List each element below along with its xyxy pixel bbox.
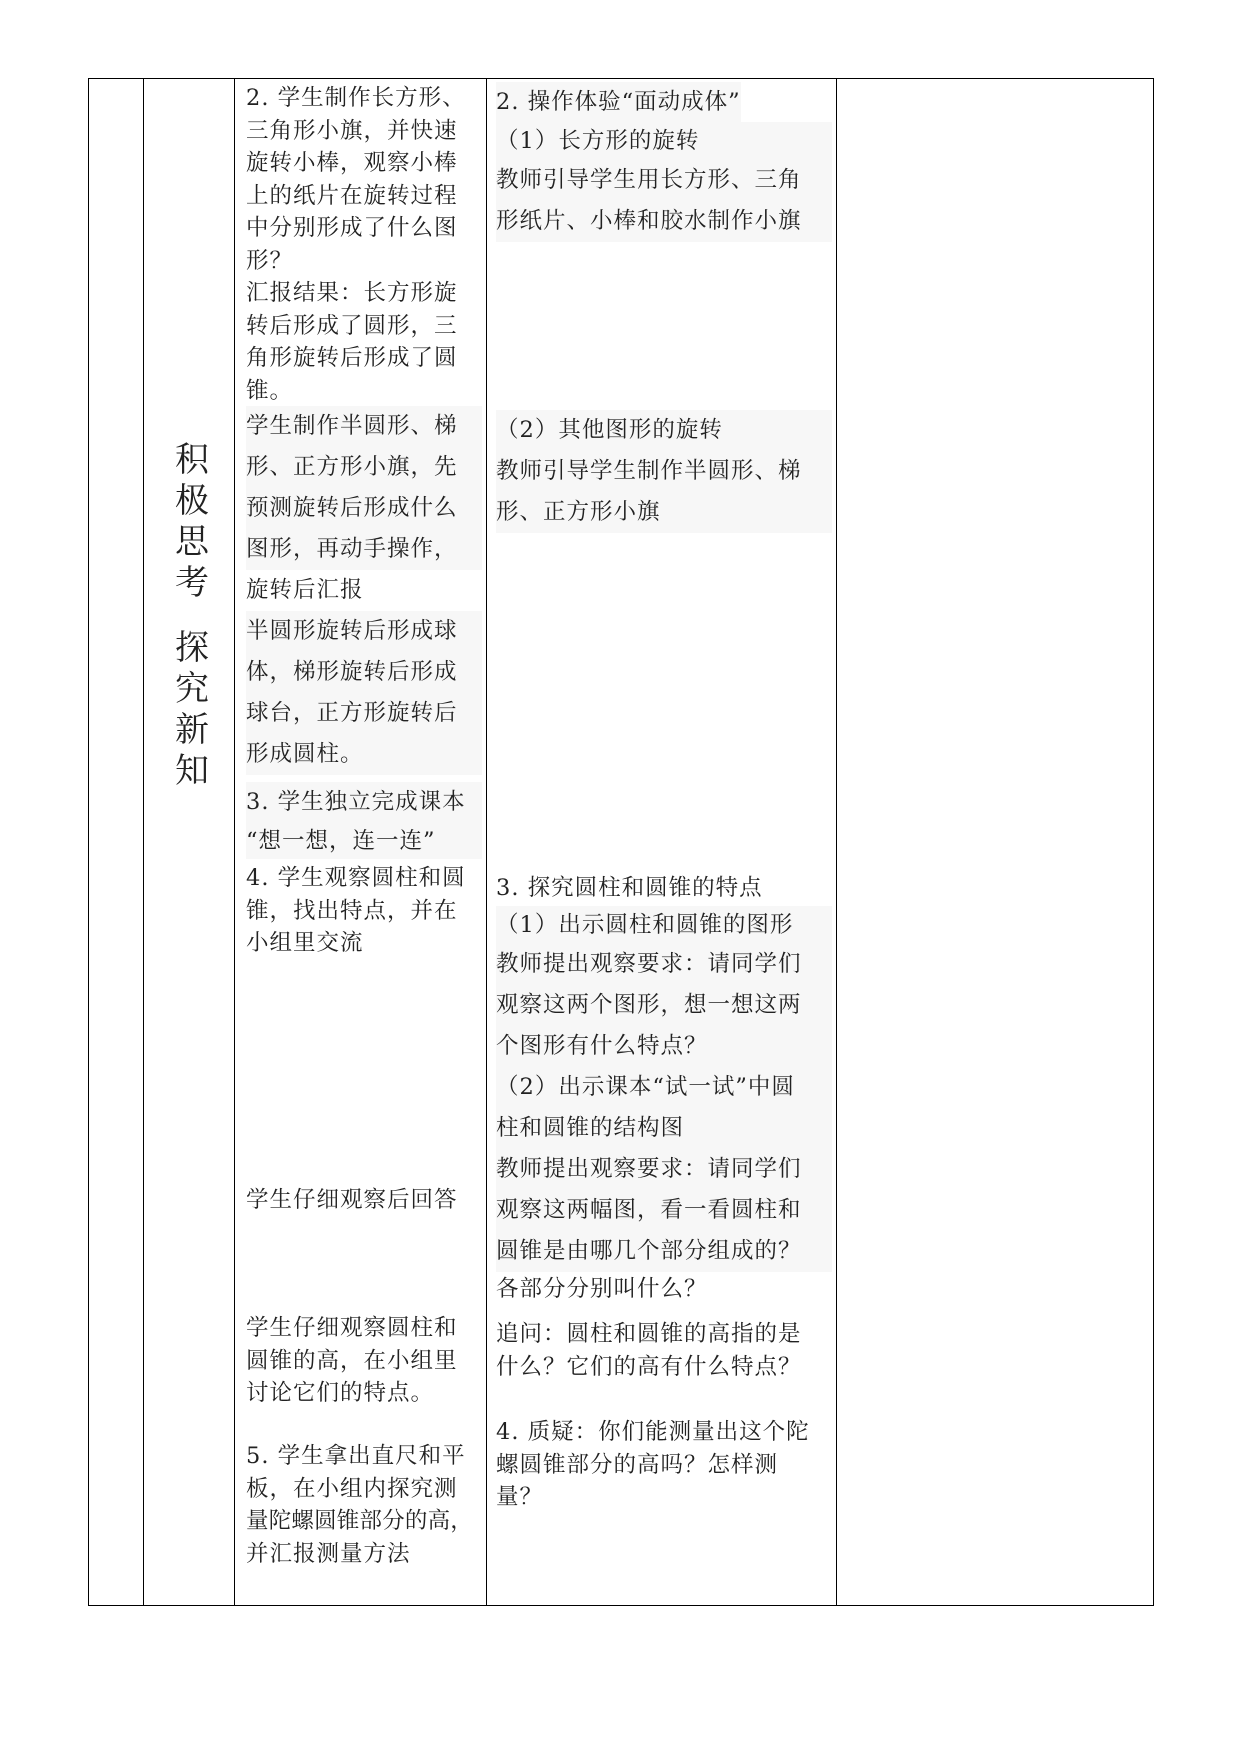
student-line: 形成圆柱。: [246, 734, 482, 775]
student-line: 角形旋转后形成了圆: [246, 345, 458, 371]
student-line: 半圆形旋转后形成球: [246, 611, 482, 652]
student-line: 旋转小棒，观察小棒: [246, 150, 458, 176]
teacher-line: 教师提出观察要求：请同学们: [496, 1149, 832, 1190]
student-block-4: [246, 862, 482, 960]
table-border-4: [486, 78, 487, 1606]
student-line: 小组里交流: [246, 930, 364, 956]
student-line: 形、正方形小旗，先: [246, 447, 482, 488]
table-bottom-border: [88, 1605, 1154, 1606]
teacher-line: 量？: [496, 1484, 544, 1510]
table-border-3: [234, 78, 235, 1606]
section-char: 考: [175, 563, 209, 603]
student-line: 上的纸片在旋转过程: [246, 182, 458, 209]
teacher-line: （1）长方形的旋转: [496, 122, 832, 160]
table-border-2: [143, 78, 144, 1606]
student-block-1: [246, 82, 482, 407]
teacher-line: 螺圆锥部分的高吗？怎样测: [496, 1451, 779, 1478]
student-block-5: [246, 1184, 482, 1217]
teacher-line: 圆锥是由哪几个部分组成的？: [496, 1231, 832, 1272]
student-line: 球台，正方形旋转后: [246, 693, 482, 734]
section-char: 积: [175, 440, 209, 480]
teacher-line: 2. 操作体验“面动成体”: [496, 82, 741, 122]
student-line: 三角形小旗，并快速: [246, 117, 458, 144]
student-line: 2. 学生制作长方形、: [246, 85, 466, 111]
student-line: 体，梯形旋转后形成: [246, 652, 482, 693]
table-top-border: [88, 78, 1154, 79]
teacher-line: 柱和圆锥的结构图: [496, 1108, 832, 1149]
teacher-line: 教师提出观察要求：请同学们: [496, 944, 832, 985]
teacher-line: 4. 质疑：你们能测量出这个陀: [496, 1419, 810, 1445]
teacher-line: 形纸片、小棒和胶水制作小旗: [496, 201, 832, 242]
student-line: “想一想，连一连”: [246, 823, 482, 859]
student-block-6: [246, 1312, 482, 1410]
teacher-line: 什么？它们的高有什么特点？: [496, 1353, 802, 1380]
student-line: 板，在小组内探究测: [246, 1475, 458, 1502]
teacher-block-5: [496, 1416, 832, 1514]
student-line: 5. 学生拿出直尺和平: [246, 1443, 466, 1469]
student-line: 量陀螺圆锥部分的高，: [246, 1508, 474, 1534]
section-char: 探: [175, 628, 209, 668]
student-line: 学生制作半圆形、梯: [246, 406, 482, 447]
section-char: 新: [175, 710, 209, 750]
student-line: 3. 学生独立完成课本: [246, 782, 482, 823]
teacher-line: 追问：圆柱和圆锥的高指的是: [496, 1321, 802, 1347]
teacher-block-3: [496, 870, 832, 1306]
student-line: 旋转后汇报: [246, 577, 364, 603]
section-char: 思: [175, 522, 209, 562]
teacher-line: 教师引导学生用长方形、三角: [496, 160, 832, 201]
student-line: 圆锥的高，在小组里: [246, 1347, 458, 1374]
student-block-2: [246, 406, 482, 775]
student-line: 锥。: [246, 377, 294, 404]
teacher-line: 教师引导学生制作半圆形、梯: [496, 451, 832, 492]
student-line: 预测旋转后形成什么: [246, 488, 482, 529]
student-line: 学生仔细观察圆柱和: [246, 1315, 458, 1341]
student-line: 讨论它们的特点。: [246, 1380, 435, 1406]
student-block-7: [246, 1440, 486, 1570]
student-line: 中分别形成了什么图: [246, 215, 458, 241]
teacher-line: 3. 探究圆柱和圆锥的特点: [496, 875, 763, 901]
student-line: 转后形成了圆形，三: [246, 312, 458, 339]
teacher-block-4: [496, 1318, 832, 1383]
table-border-6: [1153, 78, 1154, 1606]
section-char: 知: [175, 751, 209, 791]
teacher-block-2: [496, 410, 832, 533]
teacher-line: 观察这两个图形，想一想这两: [496, 985, 832, 1026]
teacher-line: 各部分分别叫什么？: [496, 1276, 708, 1302]
student-line: 形？: [246, 247, 294, 274]
teacher-line: （2）出示课本“试一试”中圆: [496, 1067, 832, 1108]
student-line: 图形，再动手操作，: [246, 529, 482, 570]
table-border-5: [836, 78, 837, 1606]
teacher-line: 形、正方形小旗: [496, 492, 832, 533]
teacher-line: （1）出示圆柱和圆锥的图形: [496, 906, 832, 944]
section-char: 极: [175, 481, 209, 521]
table-border-1: [88, 78, 89, 1606]
teacher-block-1: [496, 82, 832, 242]
student-line: 汇报结果：长方形旋: [246, 280, 458, 306]
student-block-3: [246, 782, 482, 859]
student-line: 学生仔细观察后回答: [246, 1187, 458, 1213]
teacher-line: （2）其他图形的旋转: [496, 410, 832, 451]
student-line: 4. 学生观察圆柱和圆: [246, 865, 466, 891]
student-line: 并汇报测量方法: [246, 1540, 411, 1567]
teacher-line: 个图形有什么特点？: [496, 1026, 832, 1067]
section-label: [162, 440, 222, 792]
section-char: 究: [175, 669, 209, 709]
teacher-line: 观察这两幅图，看一看圆柱和: [496, 1190, 832, 1231]
student-line: 锥，找出特点，并在: [246, 897, 458, 924]
